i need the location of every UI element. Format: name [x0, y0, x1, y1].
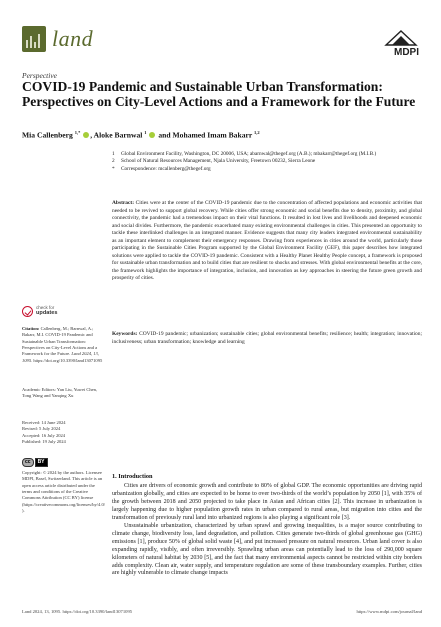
- date-accepted: Accepted: 16 July 2024: [22, 432, 66, 438]
- by-badge-icon: BY: [35, 458, 48, 467]
- citation-block: [22, 326, 106, 364]
- citation-text: Callenberg, M.; Barnwal, A.; Bakarr, M.I. COVID-19 Pandemic and Sustainable Urban Transformation: Perspectives on City-Level Actions and a Framework for the Future.: [22, 326, 98, 357]
- paragraph: Unsustainable urbanization, characterized by urban sprawl and growing inequalities, is a major source contributing to climate change, biodiversity loss, land degradation, and pollution. Cities generate two-thirds of global greenhouse gas (GHG) emissions [1], produce 50% of global solid waste [4], and put increased pressure on natural resources. Urban land cover is also expanding rapidly, visibly, and often irreversibly. Sprawling urban areas can potentially lead to the loss of 290,000 square kilometers of natural habitat by 2030 [5], and the fact that many environmental aspects cannot be restricted within city borders adds complexity. Clean air, water supply, and temperature regulation are some of these transboundary examples. Further, cities are highly vulnerable to climate change impacts: [112, 522, 422, 577]
- footer-citation[interactable]: Land 2024, 13, 1095. https://doi.org/10.3390/land13071095: [22, 609, 133, 614]
- body-text: [112, 483, 422, 578]
- editors-block: [22, 387, 106, 400]
- journal-name: land: [52, 26, 94, 51]
- affiliation-number: 1: [112, 151, 115, 157]
- article-type: Perspective: [22, 71, 57, 80]
- author-affil-sup: 1: [144, 130, 147, 135]
- cc-by-badge[interactable]: [22, 458, 48, 467]
- abstract: [112, 200, 422, 283]
- author-name[interactable]: Mia Callenberg: [22, 130, 73, 140]
- author-list: [22, 130, 260, 140]
- citation-doi-link[interactable]: https://doi.org/10.3390/land13071095: [33, 357, 103, 363]
- paragraph: Cities are drivers of economic growth and contribute to 80% of global GDP. The economic opportunities are driving rapid urbanization globally, and cities are expected to be home to over two-thirds of the world’s population by 2050 [1], with 35% of the growth between 2018 and 2050 projected to take place in Asian and African cities [2]. This increase in urbanization is largely happening due to higher population growth rates in urban compared to rural areas, but migration into cities and the transformation of previously rural land into urbanized regions is also playing a significant role [3].: [112, 483, 422, 521]
- mdpi-logo-icon: [383, 30, 419, 58]
- journal-logo-icon: [22, 26, 46, 52]
- dates-block: [22, 420, 106, 445]
- publisher-name: MDPI: [394, 47, 419, 58]
- date-published: Published: 19 July 2024: [22, 439, 66, 445]
- citation-label: Citation:: [22, 326, 40, 331]
- affiliation-text: Global Environment Facility, Washington, DC 20006, USA; abarnwal@thegef.org (A.B.); mbakarr@thegef.org (M.I.B.): [121, 151, 377, 157]
- date-received: Received: 14 June 2024: [22, 420, 66, 425]
- affiliation-item: [112, 158, 422, 165]
- date-revised: Revised: 5 July 2024: [22, 426, 61, 432]
- check-updates-line1: check for: [36, 305, 55, 310]
- journal-header: [22, 26, 419, 56]
- citation-journal-ref: Land 2024, 13, 1095.: [22, 351, 99, 363]
- check-for-updates-button[interactable]: [22, 306, 62, 320]
- author-affil-sup: 1,*: [74, 130, 81, 135]
- academic-editors: Academic Editors: Yan Liu, Yuwei Chen, Tong Wang and Yanqing Xu: [22, 387, 98, 399]
- author-name[interactable]: Aloke Barnwal: [93, 130, 143, 140]
- author-separator: and: [156, 130, 173, 140]
- affiliation-text: School of Natural Resources Management, Njala University, Freetown 00232, Sierra Leone: [121, 158, 316, 165]
- keywords: [112, 331, 422, 346]
- author-separator: ,: [90, 130, 94, 140]
- orcid-icon[interactable]: [83, 132, 89, 138]
- author-affil-sup: 1,2: [254, 130, 260, 135]
- cc-badge-icon: cc: [22, 458, 34, 467]
- footer-journal-link[interactable]: https://www.mdpi.com/journal/land: [356, 609, 422, 614]
- affiliation-number: *: [112, 165, 115, 172]
- affiliation-item: [112, 166, 422, 173]
- license-text: Copyright: © 2024 by the authors. Licensee MDPI, Basel, Switzerland. This article is an open access article distributed under the terms and conditions of the Creative Commons Attribution (CC BY) license (https://creativecommons.org/licenses/by/4.0/).: [22, 470, 106, 514]
- check-updates-icon: [22, 306, 33, 317]
- orcid-icon[interactable]: [149, 132, 155, 138]
- affiliation-number: 2: [112, 158, 115, 165]
- abstract-label: Abstract:: [112, 200, 135, 206]
- page-footer: [22, 609, 422, 614]
- abstract-text: Cities were at the center of the COVID-19 pandemic due to the concentration of affected populations and economic activities that needed to be revived to support global recovery. While cities offer strong economic and social benefits due to density, proximity, and global connectivity, the pandemic had a tremendous impact on their vital functions. It resulted in lost lives and livelihoods and deepened economic and social divides. Furthermore, the pandemic exacerbated many existing environmental challenges in cities. This presented an opportunity to tackle these interlinked challenges in an integrated manner. Evidence suggests that many city leaders integrated environmental sustainability as an important element to complement their emergency responses. Drawing from experiences in cities around the world, particularly those participating in the Sustainable Cities Program supported by the Global Environment Facility (GEF), this paper describes how integrated solutions were applied to tackle the COVID-19 pandemic. Consistent with a Healthy Planet Healthy People concept, a framework is proposed for sustainable urban transformation and to build cities that are resilient to shocks and stresses. With global environmental benefits at the core, the framework highlights the importance of integration, inclusion, and innovation as key approaches in steering the future green growth and prosperity of cities.: [112, 200, 422, 282]
- keywords-text: COVID-19 pandemic; urbanization; sustainable cities; global environmental benefits; resilience; health; integration; innovation; inclusiveness; urban transformation; knowledge and learning: [112, 331, 422, 345]
- correspondence-text: Correspondence: mcallenberg@thegef.org: [121, 165, 211, 172]
- author-name[interactable]: Mohamed Imam Bakarr: [172, 130, 253, 140]
- check-updates-line2: updates: [36, 310, 58, 316]
- article-title: COVID-19 Pandemic and Sustainable Urban Transformation: Perspectives on City-Level Actions and a Framework for the Future: [22, 79, 416, 109]
- license-block: [22, 458, 106, 514]
- affiliations: [112, 151, 422, 173]
- section-heading: 1. Introduction: [112, 473, 153, 480]
- keywords-label: Keywords:: [112, 331, 138, 337]
